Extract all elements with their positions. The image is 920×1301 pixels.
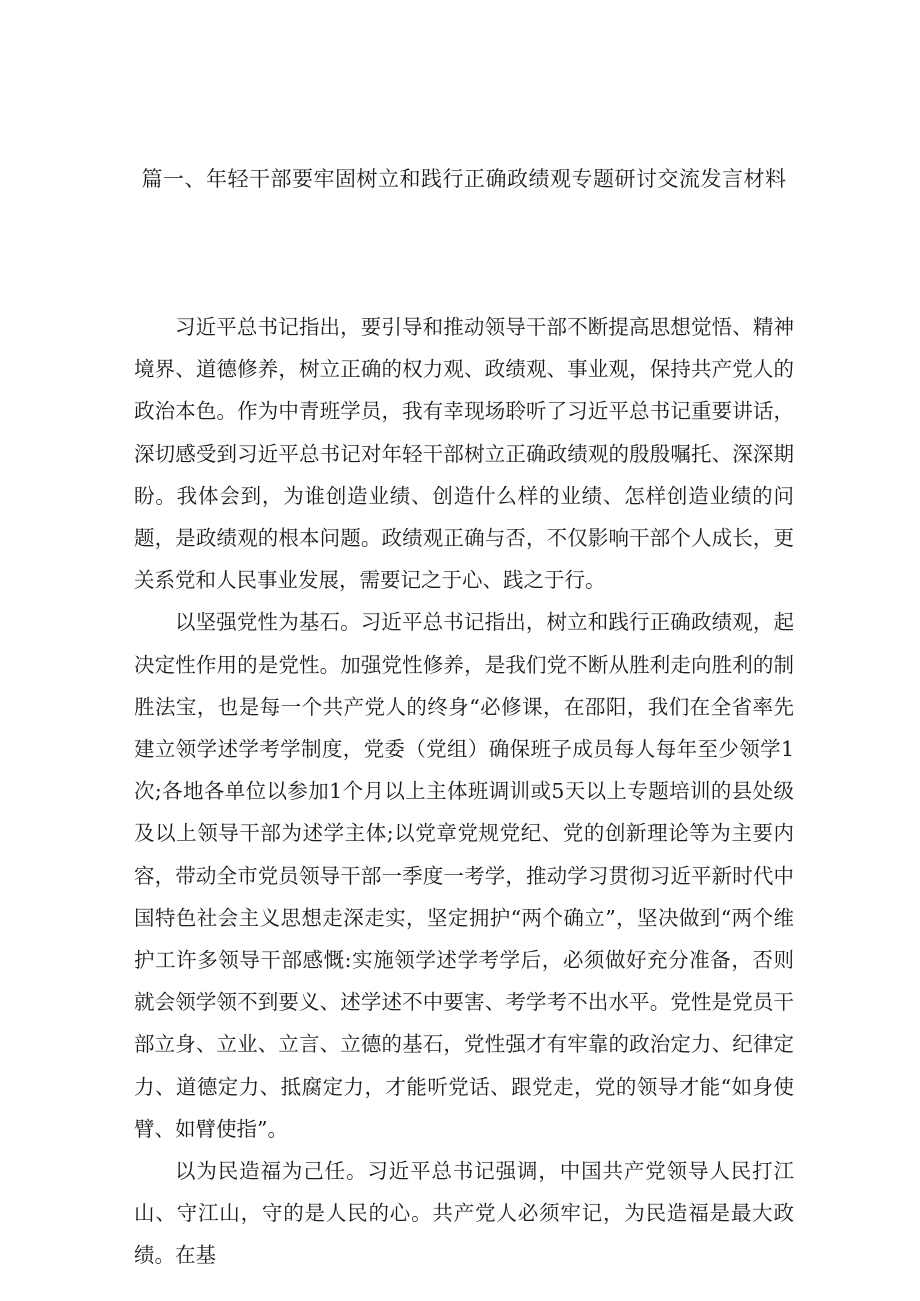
- document-title: 篇一、年轻干部要牢固树立和践行正确政绩观专题研讨交流发言材料: [141, 167, 787, 191]
- body-paragraph-1: 习近平总书记指出，要引导和推动领导干部不断提高思想觉悟、精神境界、道德修养，树立正确的权力观、政绩观、事业观，保持共产党人的政治本色。作为中青班学员，我有幸现场聆听了习近平总书记重要讲话，深切感受到习近平总书记对年轻干部树立正确政绩观的殷殷嘱托、深深期盼。我体会到，为谁创造业绩、创造什么样的业绩、怎样创造业绩的问题，是政绩观的根本问题。政绩观正确与否，不仅影响干部个人成长，更关系党和人民事业发展，需要记之于心、践之于行。: [134, 315, 794, 593]
- document-body: [134, 306, 794, 1277]
- body-paragraph-2: 以坚强党性为基石。习近平总书记指出，树立和践行正确政绩观，起决定性作用的是党性。加强党性修养，是我们党不断从胜利走向胜利的制胜法宝，也是每一个共产党人的终身“必修课，在邵阳，我们在全省率先建立领学述学考学制度，党委（党组）确保班子成员每人每年至少领学1次;各地各单位以参加1个月以上主体班调训或5天以上专题培训的县处级及以上领导干部为述学主体;以党章党规党纪、党的创新理论等为主要内容，带动全市党员领导干部一季度一考学，推动学习贯彻习近平新时代中国特色社会主义思想走深走实，坚定拥护“两个确立”，坚决做到“两个维护工许多领导干部感慨:实施领学述学考学后，必须做好充分准备，否则就会领学领不到要义、述学述不中要害、考学考不出水平。党性是党员干部立身、立业、立言、立德的基石，党性强才有牢靠的政治定力、纪律定力、道德定力、抵腐定力，才能听党话、跟党走，党的领导才能“如身使臂、如臂使指”。: [134, 610, 794, 1141]
- body-paragraph-3: 以为民造福为己任。习近平总书记强调，中国共产党领导人民打江山、守江山，守的是人民的心。共产党人必须牢记，为民造福是最大政绩。在基: [134, 1159, 794, 1268]
